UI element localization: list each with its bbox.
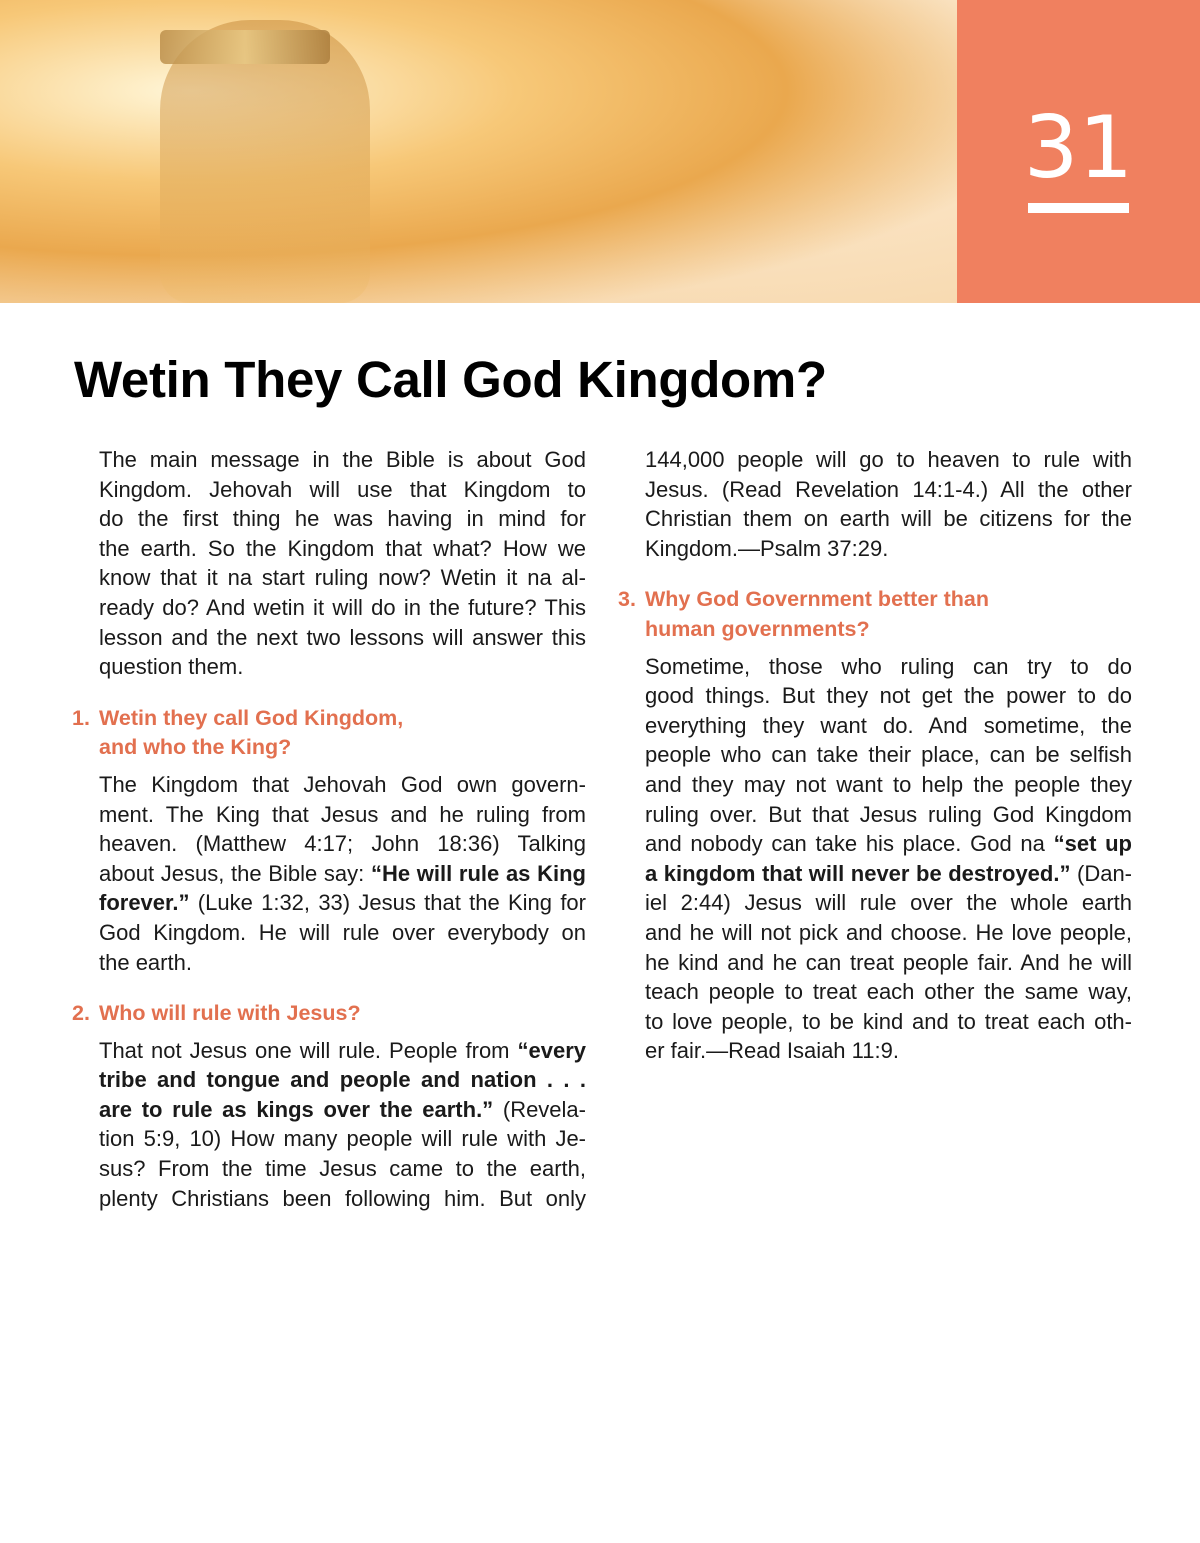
paragraph <box>645 445 1132 563</box>
text-line <box>99 1065 586 1095</box>
text: The Kingdom that Jehovah God own govern- <box>99 771 586 797</box>
text-line <box>99 1095 586 1125</box>
text-line <box>99 445 586 475</box>
crown-illustration <box>160 30 330 64</box>
text-line <box>99 652 586 682</box>
text: know that it na start ruling now? Wetin it na al- <box>99 565 586 591</box>
text: The main message in the Bible is about God <box>99 447 586 472</box>
text: and nobody can take his place. God na <box>645 831 1054 857</box>
bold-text: tribe and tongue and people and nation . . . <box>99 1067 586 1093</box>
text: heaven. (Matthew 4:17; John 18:36) Talking <box>99 831 586 857</box>
text-line <box>99 563 586 593</box>
text-line <box>99 859 586 889</box>
bold-text: are to rule as kings over the earth.” <box>99 1096 494 1122</box>
text: ment. The King that Jesus and he ruling from <box>99 801 586 827</box>
text-line <box>99 475 586 505</box>
text-line <box>99 770 586 800</box>
text-line <box>99 1184 586 1214</box>
text: and they may not want to help the people they <box>645 771 1132 797</box>
text-line <box>645 445 1132 475</box>
text-line <box>645 800 1132 830</box>
lesson-number-badge <box>957 0 1200 303</box>
text: (Luke 1:32, 33) Jesus that the King for <box>189 890 586 916</box>
text-line <box>645 740 1132 770</box>
text: Jesus. (Read Revelation 14:1-4.) All the other <box>645 476 1132 502</box>
text: Sometime, those who ruling can try to do <box>645 653 1132 679</box>
text: the earth. <box>99 949 192 975</box>
text: Kingdom. Jehovah will use that Kingdom to <box>99 476 586 502</box>
heading-text: Who will rule with Jesus? <box>99 1001 361 1026</box>
text-line <box>99 918 586 948</box>
text: sus? From the time Jesus came to the earth, <box>99 1156 586 1182</box>
text-line <box>645 534 1132 564</box>
heading-line <box>72 704 586 734</box>
heading-line <box>645 615 1132 645</box>
text-line <box>645 948 1132 978</box>
heading-line <box>99 733 586 763</box>
heading-number: 1. <box>72 705 90 730</box>
text: everything they want do. And sometime, the <box>645 712 1132 738</box>
text-line <box>645 1036 1132 1066</box>
text: er fair.—Read Isaiah 11:9. <box>645 1038 899 1064</box>
spacer <box>645 645 1132 652</box>
text: iel 2:44) Jesus will rule over the whole earth <box>645 890 1132 916</box>
lesson-number-underline <box>1028 203 1129 213</box>
spacer <box>645 563 1132 585</box>
paragraph <box>99 445 586 682</box>
text-line <box>645 711 1132 741</box>
text-line <box>645 977 1132 1007</box>
text-line <box>99 948 586 978</box>
column-right <box>618 445 1132 1066</box>
paragraph <box>645 652 1132 1066</box>
text: That not Jesus one will rule. People from <box>99 1037 518 1063</box>
text: tion 5:9, 10) How many people will rule with Je- <box>99 1126 586 1152</box>
text-line <box>645 859 1132 889</box>
heading-text: human governments? <box>645 616 870 641</box>
bold-text: “every <box>517 1037 586 1063</box>
text-line <box>645 918 1132 948</box>
text: to love people, to be kind and to treat each oth- <box>645 1008 1132 1034</box>
text: Kingdom.—Psalm 37:29. <box>645 535 889 561</box>
text: do the first thing he was having in mind for <box>99 506 586 532</box>
text-line <box>99 593 586 623</box>
bold-text: “set up <box>1053 831 1132 857</box>
section-heading <box>72 999 586 1029</box>
text-line <box>645 1007 1132 1037</box>
text: ready do? And wetin it will do in the future? This <box>99 594 586 620</box>
spacer <box>99 682 586 704</box>
text: God Kingdom. He will rule over everybody on <box>99 919 586 945</box>
bold-text: a kingdom that will never be destroyed.” <box>645 860 1071 886</box>
heading-line <box>618 585 1132 615</box>
heading-number: 3. <box>618 587 636 612</box>
paragraph <box>99 1036 586 1214</box>
bold-text: “He will rule as King <box>370 860 586 886</box>
spacer <box>99 1029 586 1036</box>
text-line <box>99 1154 586 1184</box>
text-line <box>645 652 1132 682</box>
text-line <box>645 829 1132 859</box>
text: the earth. So the Kingdom that what? How we <box>99 535 586 561</box>
text-line <box>99 1124 586 1154</box>
hero-image <box>0 0 957 303</box>
text: ruling over. But that Jesus ruling God Kingdom <box>645 801 1132 827</box>
text-line <box>645 888 1132 918</box>
text: (Dan- <box>1070 860 1132 886</box>
page-title: Wetin They Call God Kingdom? <box>74 351 827 408</box>
text: (Revela- <box>493 1096 586 1122</box>
text: people who can take their place, can be selfish <box>645 742 1132 768</box>
text: plenty Christians been following him. But only <box>99 1185 586 1211</box>
text: he kind and he can treat people fair. And he will <box>645 949 1132 975</box>
text: about Jesus, the Bible say: <box>99 860 371 886</box>
text: Christian them on earth will be citizens for the <box>645 506 1132 532</box>
section-heading <box>72 704 586 763</box>
text-line <box>645 475 1132 505</box>
text: question them. <box>99 654 244 680</box>
text-line <box>99 623 586 653</box>
text-line <box>99 829 586 859</box>
column-left <box>72 445 586 1213</box>
text-line <box>645 770 1132 800</box>
text: lesson and the next two lessons will answer this <box>99 624 586 650</box>
heading-line <box>72 999 586 1029</box>
text-line <box>99 534 586 564</box>
text-line <box>99 888 586 918</box>
heading-text: Wetin they call God Kingdom, <box>99 705 404 730</box>
text: teach people to treat each other the same way, <box>645 979 1132 1005</box>
spacer <box>99 977 586 999</box>
text-line <box>645 681 1132 711</box>
heading-text: and who the King? <box>99 735 292 760</box>
heading-text: Why God Government better than <box>645 587 990 612</box>
text-line <box>99 1036 586 1066</box>
spacer <box>99 763 586 770</box>
text-line <box>99 800 586 830</box>
heading-number: 2. <box>72 1001 90 1026</box>
bold-text: forever.” <box>99 890 190 916</box>
text: and he will not pick and choose. He love people, <box>645 919 1132 945</box>
paragraph <box>99 770 586 977</box>
text-line <box>99 504 586 534</box>
lesson-number: 31 <box>1023 98 1134 198</box>
section-heading <box>618 585 1132 644</box>
text-line <box>645 504 1132 534</box>
text: good things. But they not get the power to do <box>645 683 1132 709</box>
text: 144,000 people will go to heaven to rule with <box>645 447 1132 472</box>
